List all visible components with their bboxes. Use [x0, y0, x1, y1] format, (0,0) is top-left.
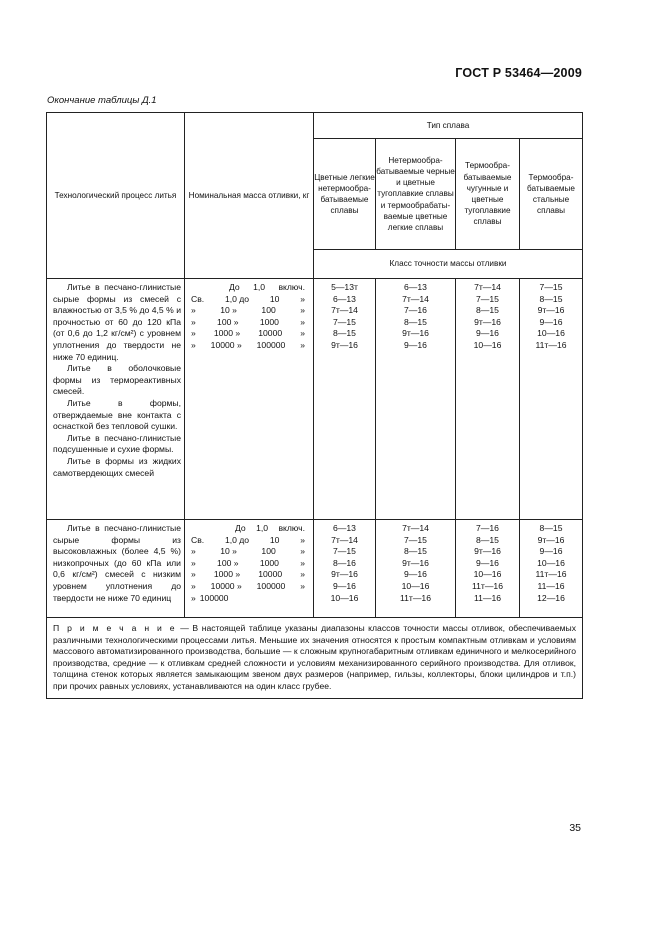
- alloy-col-2: Нетермообра-батываемые черные и цветные тугоплавкие сплавы и термообрабаты-ваемые цветные легкие сплавы: [376, 139, 456, 250]
- note-text: — В настоящей таблице указаны диапазоны классов точности массы отливок, обеспечиваемых различными технологическими процессами литья. Меньшие их значения относятся к простым компактным отливкам и условиям массового автоматизированного производства, большие — к сложным крупногабаритным отливкам единичного и мелкосерийного производства, средние — к отливкам средней сложности и условиям механизированного серийного производства. Для отливок, толщина стенок которых является замыкающим звеном двух размеров (например, гильзы, коллекторы, блоки цилиндров и т.п.) при прочих равных условиях, устанавливаются на один класс грубее.: [53, 623, 577, 691]
- values-col-1: 5—13т 6—13 7т—14 7—15 8—15 9т—16: [314, 279, 376, 520]
- process-text: Литье в песчано-глинистые сырые формы из высоковлажных (более 4,5 %) низкопрочных (до 60 кПа или 0,6 кг/см²) смесей с низким уровнем уплотнения до твердости не ниже 70 единиц: [53, 523, 181, 603]
- values-col-2: 6—13 7т—14 7—16 8—15 9т—16 9—16: [376, 279, 456, 520]
- note-label: П р и м е ч а н и е: [53, 623, 177, 633]
- values-col-4: 7—15 8—15 9т—16 9—16 10—16 11т—16: [520, 279, 583, 520]
- process-cell: [47, 520, 185, 618]
- col-header-mass: Номинальная масса отливки, кг: [185, 113, 314, 279]
- values-col-1: 6—13 7т—14 7—15 8—16 9т—16 9—16 10—16: [314, 520, 376, 618]
- values-col-3: 7т—14 7—15 8—15 9т—16 9—16 10—16: [456, 279, 520, 520]
- process-text: Литье в формы, отверждаемые вне контакта с оснасткой без тепловой сушки.: [53, 397, 181, 432]
- process-text: Литье в оболочковые формы из термореактивных смесей.: [53, 363, 181, 397]
- accuracy-class-header: Класс точности массы отливки: [314, 250, 583, 279]
- process-text: Литье в песчано-глинистые подсушенные и сухие формы.: [53, 432, 181, 455]
- values-col-4: 8—15 9т—16 9—16 10—16 11т—16 11—16 12—16: [520, 520, 583, 618]
- alloy-type-header: Тип сплава: [314, 113, 583, 139]
- table-caption: Окончание таблицы Д.1: [47, 95, 157, 106]
- note-row: [47, 618, 583, 699]
- col-header-process: Технологический процесс литья: [47, 113, 185, 279]
- process-text: Литье в песчано-глинистые сырые формы из смесей с влажностью от 3,5 % до 4,5 % и прочностью от 60 до 120 кПа (от 0,6 до 1,2 кг/см²) с уровнем уплотнения до твердости не ниже 70 единиц.: [53, 282, 181, 362]
- table-row: [47, 520, 583, 618]
- alloy-col-3: Термообра-батываемые чугунные и цветные тугоплавкие сплавы: [456, 139, 520, 250]
- table-row: [47, 279, 583, 520]
- document-id: ГОСТ Р 53464—2009: [455, 66, 582, 80]
- alloy-col-1: Цветные легкие нетермообра-батываемые сплавы: [314, 139, 376, 250]
- process-cell: [47, 279, 185, 520]
- mass-cell: До 1,0 включ. Св. 1,0 до 10 » » 10 » 100 » » 100 » 1000 » » 1000 » 10000 » » 10000 » 100000 »: [185, 279, 314, 520]
- values-col-3: 7—16 8—15 9т—16 9—16 10—16 11т—16 11—16: [456, 520, 520, 618]
- note-cell: [47, 618, 583, 699]
- values-col-2: 7т—14 7—15 8—15 9т—16 9—16 10—16 11т—16: [376, 520, 456, 618]
- mass-cell: До 1,0 включ. Св. 1,0 до 10 » » 10 » 100 » » 100 » 1000 » » 1000 » 10000 » » 10000 » 100000 » » 100000: [185, 520, 314, 618]
- alloy-col-4: Термообра-батываемые стальные сплавы: [520, 139, 583, 250]
- page-number: 35: [569, 822, 581, 834]
- accuracy-table: [46, 112, 583, 699]
- process-text: Литье в формы из жидких самотвердеющих смесей: [53, 455, 181, 478]
